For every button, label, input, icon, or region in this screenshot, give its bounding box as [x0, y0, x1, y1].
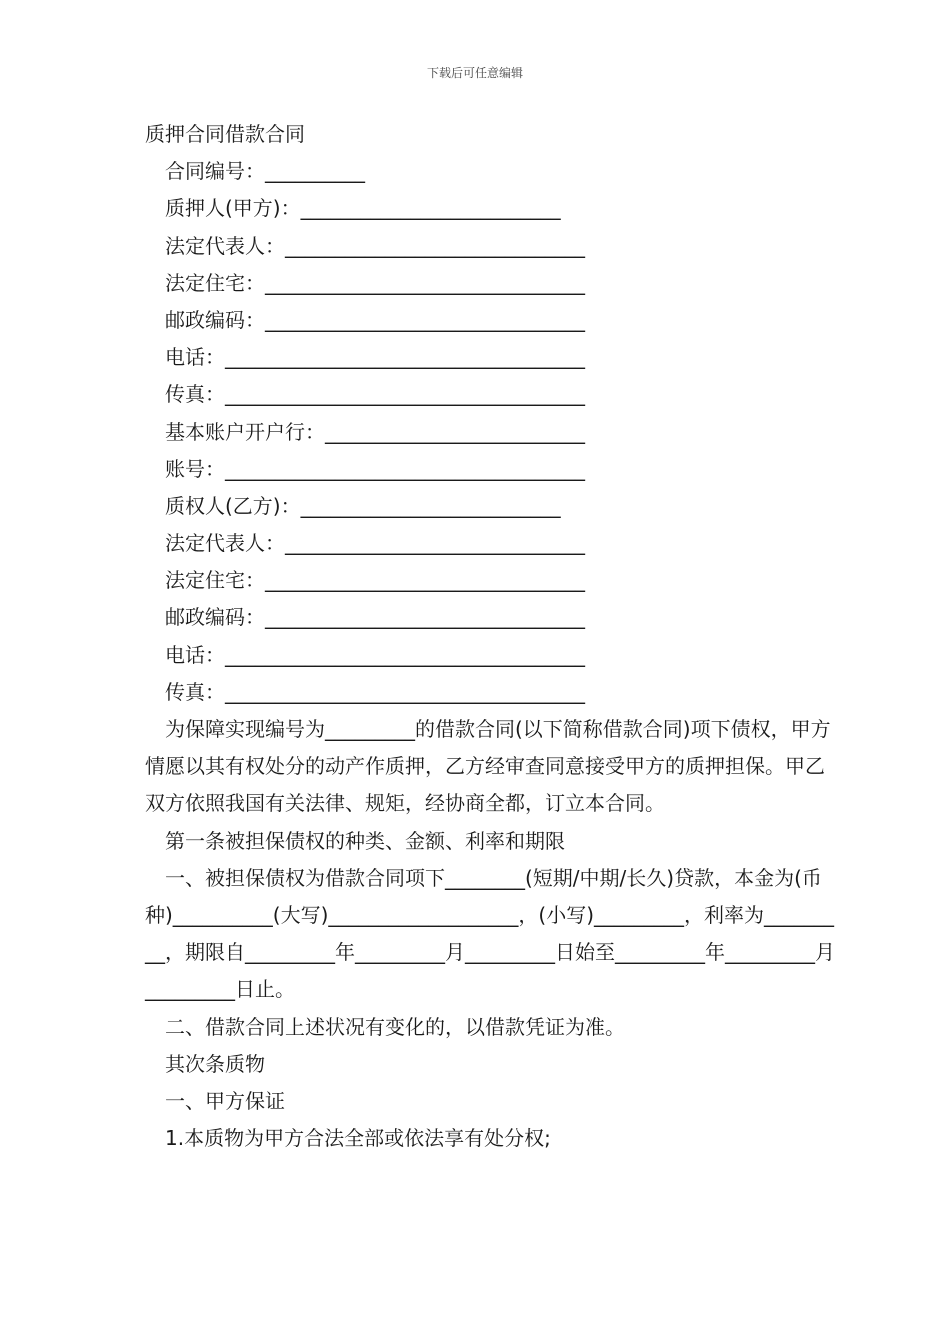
page-header-note: 下载后可任意编辑 [426, 66, 523, 80]
article2-title: 其次条质物 [165, 1051, 265, 1076]
field-pledgee-postcode: 邮政编码：________________________________ [165, 605, 585, 630]
field-contract-number: 合同编号：__________ [165, 159, 365, 184]
contract-document [145, 116, 835, 1157]
field-pledgor-account: 账号：____________________________________ [165, 456, 585, 481]
field-pledgee: 质权人(乙方)：__________________________ [165, 493, 561, 518]
article2-sub1: 一、甲方保证 [165, 1088, 285, 1113]
intro-paragraph: 为保障实现编号为_________的借款合同(以下简称借款合同)项下债权，甲方情愿以其有权处分的动产作质押，乙方经审查同意接受甲方的质押担保。甲乙双方依照我国有关法律、规矩，经协商全都，订立本合同。 [145, 717, 831, 816]
field-pledgor-postcode: 邮政编码：________________________________ [165, 307, 585, 332]
article1-item1: 一、被担保债权为借款合同项下________(短期/中期/长久)贷款，本金为(币种)__________(大写)___________________，(小写)_________，利率为_________，期限自_________年_________月_________日始至_________年_________月_________日止。 [145, 865, 835, 1002]
article1-item2: 二、借款合同上述状况有变化的，以借款凭证为准。 [165, 1014, 625, 1039]
field-pledgee-address: 法定住宅：________________________________ [165, 568, 585, 593]
field-pledgee-phone: 电话：____________________________________ [165, 642, 585, 667]
field-pledgor-legal-rep: 法定代表人：______________________________ [165, 233, 585, 258]
document-title: 质押合同借款合同 [145, 122, 305, 146]
field-pledgor-bank: 基本账户开户行：__________________________ [165, 419, 585, 444]
article1-title: 第一条被担保债权的种类、金额、利率和期限 [165, 828, 565, 853]
field-pledgor: 质押人(甲方)：__________________________ [165, 196, 561, 221]
field-pledgee-legal-rep: 法定代表人：______________________________ [165, 531, 585, 556]
field-pledgor-fax: 传真：____________________________________ [165, 382, 585, 407]
field-pledgor-phone: 电话：____________________________________ [165, 345, 585, 370]
field-pledgor-address: 法定住宅：________________________________ [165, 270, 585, 295]
field-pledgee-fax: 传真：____________________________________ [165, 679, 585, 704]
article2-sub1-item1: 1.本质物为甲方合法全部或依法享有处分权; [165, 1126, 551, 1151]
